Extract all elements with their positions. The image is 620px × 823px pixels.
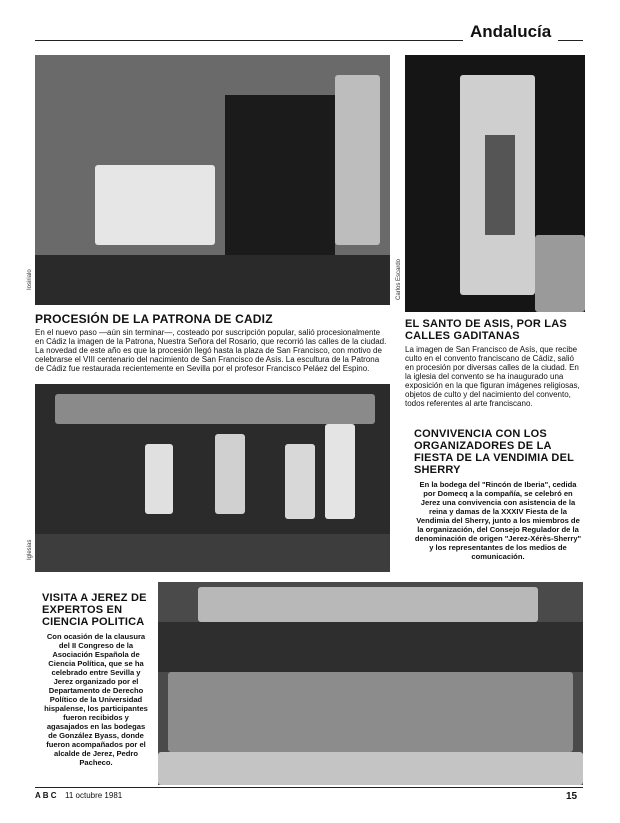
headline-saint: EL SANTO DE ASIS, POR LAS CALLES GADITANAS (405, 318, 567, 342)
photo-credit-2: Carlos Escardo (396, 258, 402, 300)
headline-sherry: CONVIVENCIA CON LOS ORGANIZADORES DE LA FIESTA DE LA VENDIMIA DEL SHERRY (414, 428, 574, 476)
headline-political-science: VISITA A JEREZ DE EXPERTOS EN CIENCIA POLITICA (42, 592, 147, 628)
body-saint: La imagen de San Francisco de Asís, que recibe culto en el convento franciscano de Cádiz, salió en procesión por diversas calles de la ciudad. En la iglesia del convento se ha inaugurado una exposición en la que figuran imágenes religiosas, objetos de culto y del nacimiento del convento, todos referentes al arte franciscano. (405, 345, 580, 408)
footer-date: 11 octubre 1981 (65, 791, 123, 800)
header-rule-right (558, 40, 583, 41)
page-number: 15 (566, 791, 578, 802)
article-saint (405, 318, 585, 408)
article-procession (35, 313, 390, 373)
headline-procession: PROCESIÓN DE LA PATRONA DE CADIZ (35, 312, 273, 326)
article-sherry (414, 428, 582, 561)
photo-credit-3: Iglesias (27, 539, 33, 560)
footer-abc: A B C (35, 791, 57, 800)
section-title: Andalucía (470, 22, 552, 41)
photo-credit-1: Iosirialo (27, 269, 33, 290)
photo-sherry-group (35, 384, 390, 572)
photo-saint (405, 55, 585, 312)
body-political-science: Con ocasión de la clausura del II Congreso de la Asociación Española de Ciencia Política, que se ha celebrado entre Sevilla y Jerez organizado por el Departamento de Derecho Político de la Universidad hispalense, los participantes fueron recibidos y agasajados en las bodegas de González Byass, donde fueron acompañados por el alcalde de Jerez, Pedro Pacheco. (44, 632, 148, 767)
article-political-science (42, 592, 150, 767)
body-procession: En el nuevo paso —aún sin terminar—, costeado por suscripción popular, salió procesionalmente en Cádiz la imagen de la Patrona, Nuestra Señora del Rosario, que recorrió las calles de la ciudad. La novedad de este año es que la procesión llegó hasta la plaza de San Francisco, con motivo de celebrarse el VIII centenario del nacimiento de San Francisco de Asís. La escultura de la Patrona de Cádiz fue restaurada recientemente en Sevilla por el profesor Francisco Peláez del Espino. (35, 328, 387, 373)
footer-rule (35, 787, 583, 788)
photo-procession (35, 55, 390, 305)
photo-experts-group (158, 582, 583, 785)
body-sherry: En la bodega del "Rincón de Iberia", cedida por Domecq a la compañía, se celebró en Jerez una convivencia con asistencia de la reina y damas de la XXXIV Fiesta de la Vendimia del Sherry, junto a los miembros de la organización, del Consejo Regulador de la denominación de origen "Jerez-Xérès-Sherry" y los representantes de los medios de comunicación. (414, 480, 582, 561)
header-rule-left (35, 40, 463, 41)
